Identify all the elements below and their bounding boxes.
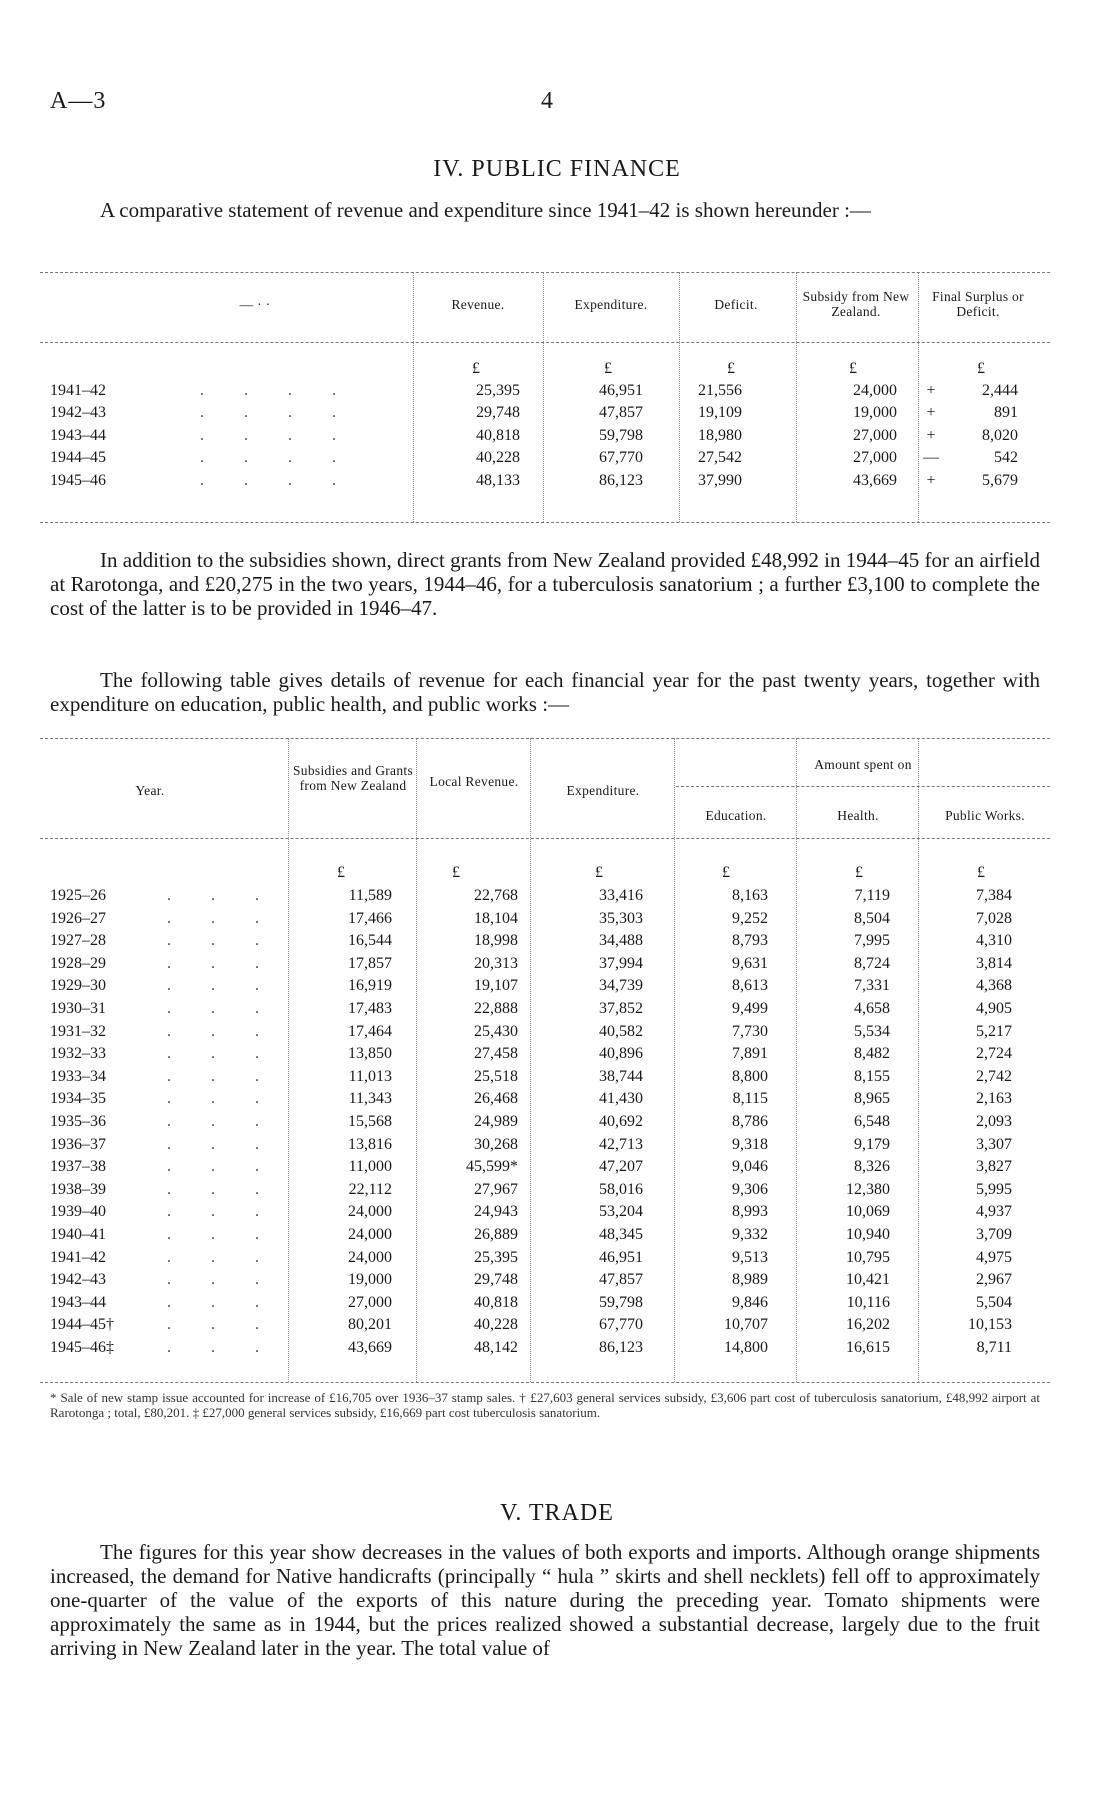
table2-subsidies-cell: 24,000	[348, 1203, 392, 1221]
table2-works-cell: 5,995	[976, 1180, 1012, 1198]
following-text: The following table gives details of revenue for each financial year for the past twenty years, together with expenditure on education, public health, and public works :—	[50, 668, 1040, 716]
table2-local-cell: 40,818	[474, 1293, 518, 1311]
year-cell: 1928–29	[50, 954, 106, 972]
table2-works-cell: 5,504	[976, 1293, 1012, 1311]
table2-header-education: Education.	[705, 808, 767, 823]
table2-subsidies-cell: 11,000	[348, 1158, 392, 1176]
table2-health-cell: 5,534	[854, 1022, 890, 1040]
table2-health-cell: 10,116	[846, 1293, 890, 1311]
table2-education-cell: 9,306	[732, 1180, 768, 1198]
table2-expenditure-cell: 34,739	[599, 977, 643, 995]
leader-dots: . . .	[167, 1271, 277, 1289]
table2-expenditure-cell: 37,852	[599, 1000, 643, 1017]
leader-dots: . . .	[167, 909, 277, 927]
table2-subsidies-cell: 11,343	[348, 1090, 392, 1108]
table-row	[0, 1179, 1114, 1201]
table2-subsidies-cell: 11,589	[348, 887, 392, 904]
intro-text: A comparative statement of revenue and expenditure since 1941–42 is shown hereunder :—	[100, 198, 871, 222]
table2-subsidies-cell: 17,466	[348, 909, 392, 927]
table-row	[0, 1088, 1114, 1110]
leader-dots: . . .	[167, 1316, 277, 1334]
table2-header-year: Year.	[135, 783, 165, 798]
table2-education-cell: 8,993	[732, 1203, 768, 1221]
table2-works-cell: 4,310	[976, 932, 1012, 950]
table-rule	[40, 838, 1050, 839]
year-cell: 1942–43	[50, 1271, 106, 1289]
table1-final-cell: 891	[994, 404, 1018, 422]
table1-subsidy-cell: 27,000	[853, 426, 897, 444]
document-ref: A—3	[50, 88, 107, 114]
table2-education-cell: 8,613	[732, 977, 768, 995]
table2-subsidies-cell: 22,112	[348, 1180, 392, 1198]
leader-dots: . . . .	[200, 382, 354, 399]
table2-education-cell: 9,252	[732, 909, 768, 927]
table2-expenditure-cell: 37,994	[599, 954, 643, 972]
table2-local-cell: 18,998	[474, 932, 518, 950]
year-cell: 1942–43	[50, 404, 106, 422]
table2-header-expenditure: Expenditure.	[566, 783, 640, 798]
year-cell: 1939–40	[50, 1203, 106, 1221]
table2-local-cell: 30,268	[474, 1135, 518, 1153]
table2-health-cell: 7,119	[854, 887, 890, 904]
table2-health-cell: 4,658	[854, 1000, 890, 1017]
table2-education-cell: 9,631	[732, 954, 768, 972]
table2-local-cell: 26,889	[474, 1226, 518, 1243]
table1-unit: £	[604, 360, 612, 377]
table2-expenditure-cell: 33,416	[599, 887, 643, 904]
table2-expenditure-cell: 58,016	[599, 1180, 643, 1198]
table2-unit: £	[595, 864, 603, 881]
table2-health-cell: 8,326	[854, 1158, 890, 1176]
table2-local-cell: 40,228	[474, 1316, 518, 1334]
table2-header-subsidies: Subsidies and Grants from New Zealand	[293, 763, 413, 793]
year-cell: 1936–37	[50, 1135, 106, 1153]
table-row	[0, 1337, 1114, 1359]
table2-works-cell: 2,742	[976, 1067, 1012, 1085]
table1-deficit-cell: 21,556	[698, 382, 742, 399]
table2-education-cell: 9,046	[732, 1158, 768, 1176]
table1-subsidy-cell: 27,000	[853, 449, 897, 467]
leader-dots: . . .	[167, 1248, 277, 1266]
table2-local-cell: 29,748	[474, 1271, 518, 1289]
table2-subsidies-cell: 24,000	[348, 1226, 392, 1243]
table2-works-cell: 2,724	[976, 1045, 1012, 1063]
table2-education-cell: 9,318	[732, 1135, 768, 1153]
year-cell: 1929–30	[50, 977, 106, 995]
table2-works-cell: 3,709	[976, 1226, 1012, 1243]
table2-local-cell: 22,768	[474, 887, 518, 904]
table2-subsidies-cell: 16,544	[348, 932, 392, 950]
year-cell: 1934–35	[50, 1090, 106, 1108]
year-cell: 1932–33	[50, 1045, 106, 1063]
table1-expenditure-cell: 67,770	[599, 449, 643, 467]
year-cell: 1935–36	[50, 1113, 106, 1130]
table2-expenditure-cell: 40,582	[599, 1022, 643, 1040]
table2-health-cell: 16,615	[846, 1339, 890, 1356]
table-row	[0, 908, 1114, 930]
table-row	[0, 953, 1114, 975]
sign-cell: +	[926, 426, 936, 444]
table1-header-final: Final Surplus or Deficit.	[932, 289, 1024, 319]
table2-expenditure-cell: 42,713	[599, 1135, 643, 1153]
section-title-trade: V. TRADE	[500, 1500, 614, 1526]
table2-health-cell: 9,179	[854, 1135, 890, 1153]
table-row	[0, 930, 1114, 952]
table1-unit: £	[849, 360, 857, 377]
table2-education-cell: 14,800	[724, 1339, 768, 1356]
table1-header-deficit: Deficit.	[714, 297, 758, 312]
leader-dots: . . .	[167, 1339, 277, 1356]
year-cell: 1943–44	[50, 426, 106, 444]
table1-dash: — · ·	[239, 297, 271, 312]
year-cell: 1943–44	[50, 1293, 106, 1311]
table2-local-cell: 20,313	[474, 954, 518, 972]
table2-health-cell: 8,724	[854, 954, 890, 972]
table2-expenditure-cell: 46,951	[599, 1248, 643, 1266]
table2-local-cell: 25,430	[474, 1022, 518, 1040]
leader-dots: . . .	[167, 1203, 277, 1221]
table1-revenue-cell: 29,748	[476, 404, 520, 422]
trade-paragraph	[50, 1540, 1040, 1660]
table2-works-cell: 2,967	[976, 1271, 1012, 1289]
table2-subsidies-cell: 13,850	[348, 1045, 392, 1063]
table2-health-cell: 10,069	[846, 1203, 890, 1221]
table1-subsidy-cell: 19,000	[853, 404, 897, 422]
table2-local-cell: 19,107	[474, 977, 518, 995]
table-rule	[40, 1382, 1050, 1383]
table2-education-cell: 8,163	[732, 887, 768, 904]
leader-dots: . . .	[167, 977, 277, 995]
table1-expenditure-cell: 46,951	[599, 382, 643, 399]
section-title-public-finance: IV. PUBLIC FINANCE	[433, 156, 681, 182]
leader-dots: . . .	[167, 1022, 277, 1040]
leader-dots: . . .	[167, 887, 277, 904]
table2-expenditure-cell: 59,798	[599, 1293, 643, 1311]
table2-health-cell: 7,331	[854, 977, 890, 995]
table2-works-cell: 5,217	[976, 1022, 1012, 1040]
year-cell: 1945–46	[50, 471, 106, 489]
table1-final-cell: 8,020	[982, 426, 1018, 444]
leader-dots: . . .	[167, 954, 277, 972]
table1-subsidy-cell: 43,669	[853, 471, 897, 489]
table1-expenditure-cell: 59,798	[599, 426, 643, 444]
leader-dots: . . .	[167, 1000, 277, 1017]
table2-header-amount-spent: Amount spent on	[814, 757, 912, 772]
year-cell: 1937–38	[50, 1158, 106, 1176]
table2-local-cell: 45,599*	[466, 1158, 518, 1176]
page-number: 4	[541, 88, 553, 114]
table2-local-cell: 18,104	[474, 909, 518, 927]
table2-education-cell: 9,332	[732, 1226, 768, 1243]
table2-expenditure-cell: 53,204	[599, 1203, 643, 1221]
table2-subsidies-cell: 16,919	[348, 977, 392, 995]
table2-health-cell: 8,155	[854, 1067, 890, 1085]
leader-dots: . . .	[167, 1067, 277, 1085]
table1-revenue-cell: 40,228	[476, 449, 520, 467]
table2-education-cell: 10,707	[724, 1316, 768, 1334]
table2-education-cell: 8,793	[732, 932, 768, 950]
table2-expenditure-cell: 35,303	[599, 909, 643, 927]
leader-dots: . . . .	[200, 404, 354, 422]
year-cell: 1930–31	[50, 1000, 106, 1017]
table1-header-expenditure: Expenditure.	[574, 297, 648, 312]
table-row	[0, 1292, 1114, 1314]
table2-subsidies-cell: 17,483	[348, 1000, 392, 1017]
year-cell: 1931–32	[50, 1022, 106, 1040]
table1-unit: £	[472, 360, 480, 377]
table2-subsidies-cell: 17,857	[348, 954, 392, 972]
table2-local-cell: 22,888	[474, 1000, 518, 1017]
leader-dots: . . . .	[200, 426, 354, 444]
table-rule	[676, 786, 1050, 787]
table1-header-subsidy: Subsidy from New Zealand.	[802, 289, 910, 319]
table-row	[0, 1269, 1114, 1291]
table-row	[0, 1021, 1114, 1043]
table2-subsidies-cell: 24,000	[348, 1248, 392, 1266]
table-row	[0, 1201, 1114, 1223]
table1-deficit-cell: 27,542	[698, 449, 742, 467]
leader-dots: . . .	[167, 1135, 277, 1153]
table2-education-cell: 8,800	[732, 1067, 768, 1085]
table2-health-cell: 10,940	[846, 1226, 890, 1243]
table-row	[0, 1224, 1114, 1246]
table2-works-cell: 2,093	[976, 1113, 1012, 1130]
sign-cell: —	[923, 449, 939, 467]
table2-local-cell: 24,943	[474, 1203, 518, 1221]
table-row	[0, 885, 1114, 907]
table2-expenditure-cell: 40,896	[599, 1045, 643, 1063]
year-cell: 1941–42	[50, 382, 106, 399]
table-row	[0, 1066, 1114, 1088]
table2-subsidies-cell: 43,669	[348, 1339, 392, 1356]
table-row	[0, 1111, 1114, 1133]
table-row	[0, 1134, 1114, 1156]
leader-dots: . . .	[167, 1180, 277, 1198]
table1-subsidy-cell: 24,000	[853, 382, 897, 399]
table2-works-cell: 7,028	[976, 909, 1012, 927]
table2-subsidies-cell: 13,816	[348, 1135, 392, 1153]
table2-works-cell: 10,153	[968, 1316, 1012, 1334]
table-row	[0, 998, 1114, 1020]
leader-dots: . . .	[167, 1090, 277, 1108]
table2-health-cell: 8,504	[854, 909, 890, 927]
table1-header-revenue: Revenue.	[451, 297, 505, 312]
leader-dots: . . . .	[200, 449, 354, 467]
year-cell: 1933–34	[50, 1067, 106, 1085]
table1-final-cell: 542	[994, 449, 1018, 467]
table2-expenditure-cell: 41,430	[599, 1090, 643, 1108]
table-row	[0, 1043, 1114, 1065]
table2-health-cell: 10,795	[846, 1248, 890, 1266]
table2-education-cell: 8,786	[732, 1113, 768, 1130]
table2-health-cell: 7,995	[854, 932, 890, 950]
trade-text: The figures for this year show decreases in the values of both exports and imports. Although orange shipments increased, the demand for Native handicrafts (principally “ hula ” skirts and shell necklets) fell off to approximately one-quarter of the value of the exports of this nature during the preceding year. Tomato shipments were approximately the same as in 1944, but the prices realized showed a substantial decrease, largely due to the fruit arriving in New Zealand later in the year. The total value of	[50, 1540, 1040, 1660]
table2-expenditure-cell: 48,345	[599, 1226, 643, 1243]
grants-text: In addition to the subsidies shown, direct grants from New Zealand provided £48,992 in 1944–45 for an airfield at Rarotonga, and £20,275 in the two years, 1944–46, for a tuberculosis sanatorium ; a further £3,100 to complete the cost of the latter is to be provided in 1946–47.	[50, 548, 1040, 620]
table2-health-cell: 16,202	[846, 1316, 890, 1334]
table2-unit: £	[977, 864, 985, 881]
table2-education-cell: 7,891	[732, 1045, 768, 1063]
table2-works-cell: 4,905	[976, 1000, 1012, 1017]
leader-dots: . . . .	[200, 471, 354, 489]
table2-subsidies-cell: 17,464	[348, 1022, 392, 1040]
table2-unit: £	[337, 864, 345, 881]
year-cell: 1945–46‡	[50, 1339, 114, 1356]
table1-deficit-cell: 18,980	[698, 426, 742, 444]
year-cell: 1940–41	[50, 1226, 106, 1243]
year-cell: 1925–26	[50, 887, 106, 904]
table2-unit: £	[452, 864, 460, 881]
table2-works-cell: 3,814	[976, 954, 1012, 972]
sign-cell: +	[926, 471, 936, 489]
table2-education-cell: 9,846	[732, 1293, 768, 1311]
table-rule	[40, 738, 1050, 739]
table2-subsidies-cell: 80,201	[348, 1316, 392, 1334]
table2-health-cell: 12,380	[846, 1180, 890, 1198]
leader-dots: . . .	[167, 932, 277, 950]
table2-works-cell: 2,163	[976, 1090, 1012, 1108]
year-cell: 1926–27	[50, 909, 106, 927]
table1-deficit-cell: 37,990	[698, 471, 742, 489]
table2-unit: £	[722, 864, 730, 881]
year-cell: 1927–28	[50, 932, 106, 950]
table2-header-local-revenue: Local Revenue.	[429, 774, 519, 789]
table1-unit: £	[977, 360, 985, 377]
table-row	[0, 1156, 1114, 1178]
table1-unit: £	[727, 360, 735, 377]
table2-education-cell: 7,730	[732, 1022, 768, 1040]
table2-subsidies-cell: 27,000	[348, 1293, 392, 1311]
table2-unit: £	[855, 864, 863, 881]
table2-education-cell: 8,115	[732, 1090, 768, 1108]
table2-expenditure-cell: 67,770	[599, 1316, 643, 1334]
table1-final-cell: 5,679	[982, 471, 1018, 489]
table2-health-cell: 10,421	[846, 1271, 890, 1289]
table2-works-cell: 3,827	[976, 1158, 1012, 1176]
leader-dots: . . .	[167, 1113, 277, 1130]
table1-revenue-cell: 40,818	[476, 426, 520, 444]
leader-dots: . . .	[167, 1226, 277, 1243]
sign-cell: +	[926, 404, 936, 422]
table1-deficit-cell: 19,109	[698, 404, 742, 422]
table2-local-cell: 25,395	[474, 1248, 518, 1266]
table2-expenditure-cell: 47,857	[599, 1271, 643, 1289]
leader-dots: . . .	[167, 1158, 277, 1176]
table2-works-cell: 4,975	[976, 1248, 1012, 1266]
table1-expenditure-cell: 47,857	[599, 404, 643, 422]
table2-expenditure-cell: 86,123	[599, 1339, 643, 1356]
table-row	[0, 1247, 1114, 1269]
table2-header-health: Health.	[837, 808, 879, 823]
table2-subsidies-cell: 11,013	[348, 1067, 392, 1085]
table2-works-cell: 7,384	[976, 887, 1012, 904]
table2-health-cell: 8,482	[854, 1045, 890, 1063]
table2-health-cell: 8,965	[854, 1090, 890, 1108]
table2-local-cell: 27,458	[474, 1045, 518, 1063]
table2-education-cell: 9,513	[732, 1248, 768, 1266]
year-cell: 1941–42	[50, 1248, 106, 1266]
table2-local-cell: 24,989	[474, 1113, 518, 1130]
table-footnotes: * Sale of new stamp issue accounted for increase of £16,705 over 1936–37 stamp sales. † £27,603 general services subsidy, £3,606 part cost of tuberculosis sanatorium, £48,992 airport at Rarotonga ; total, £80,201. ‡ £27,000 general services subsidy, £16,669 part cost tuberculosis sanatorium.	[50, 1390, 1040, 1420]
table-row	[0, 975, 1114, 997]
year-cell: 1938–39	[50, 1180, 106, 1198]
table2-education-cell: 8,989	[732, 1271, 768, 1289]
table1-revenue-cell: 25,395	[476, 382, 520, 399]
table2-subsidies-cell: 19,000	[348, 1271, 392, 1289]
table2-education-cell: 9,499	[732, 1000, 768, 1017]
table2-local-cell: 27,967	[474, 1180, 518, 1198]
table2-expenditure-cell: 47,207	[599, 1158, 643, 1176]
table1-revenue-cell: 48,133	[476, 471, 520, 489]
table2-expenditure-cell: 38,744	[599, 1067, 643, 1085]
table2-local-cell: 48,142	[474, 1339, 518, 1356]
table2-health-cell: 6,548	[854, 1113, 890, 1130]
table2-local-cell: 26,468	[474, 1090, 518, 1108]
table2-expenditure-cell: 40,692	[599, 1113, 643, 1130]
table2-expenditure-cell: 34,488	[599, 932, 643, 950]
table2-works-cell: 4,368	[976, 977, 1012, 995]
table1-final-cell: 2,444	[982, 382, 1018, 399]
leader-dots: . . .	[167, 1045, 277, 1063]
year-cell: 1944–45†	[50, 1316, 114, 1334]
table2-header-public-works: Public Works.	[945, 808, 1025, 823]
table1-expenditure-cell: 86,123	[599, 471, 643, 489]
sign-cell: +	[926, 382, 936, 399]
table-row	[0, 1314, 1114, 1336]
leader-dots: . . .	[167, 1293, 277, 1311]
year-cell: 1944–45	[50, 449, 106, 467]
table2-local-cell: 25,518	[474, 1067, 518, 1085]
table2-subsidies-cell: 15,568	[348, 1113, 392, 1130]
table2-works-cell: 3,307	[976, 1135, 1012, 1153]
table2-works-cell: 8,711	[976, 1339, 1012, 1356]
table2-works-cell: 4,937	[976, 1203, 1012, 1221]
